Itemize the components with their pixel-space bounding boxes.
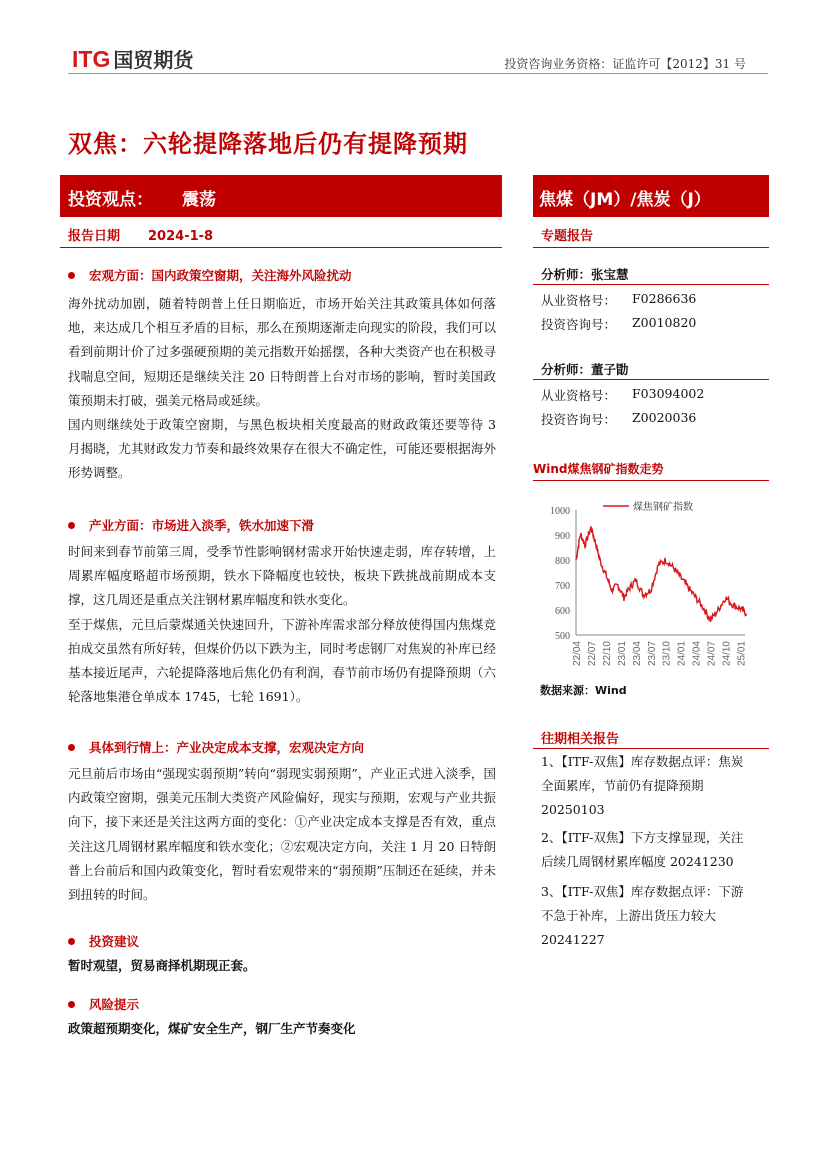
bullet-icon — [68, 938, 75, 945]
analyst-2-heading — [541, 360, 629, 378]
paragraph: 国内则继续处于政策空窗期，与黑色板块相关度最高的财政政策还要等待 3 月揭晓，尤其财政发力节奏和最终效果存在很大不确定性，可能还要根据海外形势调整。 — [68, 417, 496, 481]
x-tick-label: 23/04 — [631, 641, 643, 667]
view-bar — [60, 175, 502, 217]
cert-value: F03094002 — [632, 386, 705, 401]
past-report-item[interactable]: 2、【ITF-双焦】下方支撑显现，关注后续几周钢材累库幅度 20241230 — [541, 830, 744, 869]
x-tick-label: 25/01 — [736, 641, 748, 667]
analyst-label: 分析师： — [541, 267, 592, 282]
chart-source: 数据来源：Wind — [540, 684, 627, 697]
consult-value: Z0010820 — [632, 315, 697, 330]
section-heading-text: 具体到行情上：产业决定成本支撑，宏观决定方向 — [89, 740, 365, 755]
analyst-1-heading — [541, 265, 629, 283]
section-heading-text: 产业方面：市场进入淡季，铁水加速下滑 — [89, 518, 315, 533]
analyst-divider — [533, 284, 769, 285]
chart-title-divider — [533, 480, 769, 481]
section-heading — [68, 995, 496, 1013]
view-value: 震荡 — [182, 190, 216, 210]
bullet-icon — [68, 1001, 75, 1008]
x-tick-label: 24/04 — [691, 641, 703, 667]
x-tick-label: 23/01 — [616, 641, 628, 667]
x-tick-label: 22/04 — [572, 641, 583, 667]
x-tick-label: 23/07 — [646, 641, 658, 667]
y-tick-label: 800 — [555, 556, 570, 567]
x-tick-label: 22/10 — [601, 641, 613, 667]
view-label: 投资观点： — [68, 190, 153, 210]
section-macro — [68, 266, 496, 486]
series-line — [576, 526, 747, 622]
past-report-item[interactable]: 1、【ITF-双焦】库存数据点评：焦炭全面累库，节前仍有提降预期 20250103 — [541, 754, 744, 817]
y-tick-label: 900 — [555, 531, 570, 542]
section-advice — [68, 932, 496, 974]
analyst-2-consult — [541, 410, 761, 428]
x-tick-label: 23/10 — [661, 641, 673, 667]
section-market — [68, 738, 496, 907]
index-chart — [533, 490, 769, 680]
section-heading — [68, 266, 496, 284]
x-tick-label: 24/10 — [721, 641, 733, 667]
report-date — [68, 225, 213, 244]
consult-label: 投资咨询号： — [541, 412, 617, 427]
cert-value: F0286636 — [632, 291, 697, 306]
section-industry — [68, 516, 496, 709]
section-heading — [68, 516, 496, 534]
analyst-label: 分析师： — [541, 362, 592, 377]
analyst-2-cert — [541, 386, 761, 404]
risk-text: 政策超预期变化，煤矿安全生产，钢厂生产节奏变化 — [68, 1021, 356, 1036]
analyst-name: 董子勖 — [591, 362, 629, 377]
product-bar — [533, 175, 769, 217]
consult-label: 投资咨询号： — [541, 317, 617, 332]
y-tick-label: 700 — [555, 581, 570, 592]
section-heading-text: 投资建议 — [89, 934, 140, 949]
license-text: 投资咨询业务资格：证监许可【2012】31 号 — [504, 57, 746, 71]
bullet-icon — [68, 522, 75, 529]
section-heading — [68, 738, 496, 756]
cert-label: 从业资格号： — [541, 388, 617, 403]
analyst-name: 张宝慧 — [591, 267, 629, 282]
chart-title: Wind煤焦钢矿指数走势 — [533, 462, 664, 476]
x-tick-label: 24/01 — [676, 641, 688, 667]
consult-value: Z0020036 — [632, 410, 697, 425]
paragraph: 时间来到春节前第三周，受季节性影响钢材需求开始快速走弱，库存转增，上周累库幅度略超市场预期，铁水下降幅度也较快，板块下跌挑战前期成本支撑，这几周还是重点关注钢材累库幅度和铁水变化。 — [68, 544, 496, 608]
logo-brand: ITG — [72, 46, 111, 72]
legend-label: 煤焦钢矿指数 — [633, 502, 693, 513]
paragraph: 海外扰动加剧，随着特朗普上任日期临近，市场开始关注其政策具体如何落地，来达成几个相互矛盾的目标，那么在预期逐渐走向现实的阶段，我们可以看到前期计价了过多强硬预期的美元指数开始摇摆，各种大类资产也在积极寻找喘息空间，短期还是继续关注 20 日特朗普上台对市场的影响，暂时美国政策预期未打破，强美元格局或延续。 — [68, 296, 496, 408]
past-report-item[interactable]: 3、【ITF-双焦】库存数据点评：下游不急于补库，上游出货压力较大 20241227 — [541, 884, 744, 947]
section-risk — [68, 995, 496, 1037]
past-reports-divider — [533, 748, 769, 749]
bullet-icon — [68, 272, 75, 279]
section-heading-text: 风险提示 — [89, 997, 140, 1012]
page-title: 双焦：六轮提降落地后仍有提降预期 — [68, 130, 468, 158]
report-date-value: 2024-1-8 — [148, 229, 214, 244]
special-report-label: 专题报告 — [541, 229, 594, 244]
analyst-1-cert — [541, 291, 761, 309]
cert-label: 从业资格号： — [541, 293, 617, 308]
advice-text: 暂时观望，贸易商择机期现正套。 — [68, 958, 256, 973]
product-label: 焦煤（JM）/焦炭（J） — [539, 190, 711, 210]
header-divider — [68, 73, 768, 74]
report-date-label: 报告日期 — [68, 229, 121, 244]
x-tick-label: 22/07 — [586, 641, 598, 667]
paragraph: 至于煤焦，元旦后蒙煤通关快速回升，下游补库需求部分释放使得国内焦煤竞拍成交虽然有所好转，但煤价仍以下跌为主，同时考虑钢厂对焦炭的补库已经基本接近尾声，六轮提降落地后焦化仍有利润，春节前市场仍有提降预期（六轮落地集港仓单成本 1745，七轮 1691）。 — [68, 616, 496, 705]
x-tick-label: 24/07 — [706, 641, 718, 667]
logo-company: 国贸期货 — [113, 50, 194, 72]
y-tick-label: 600 — [555, 606, 570, 617]
section-heading-text: 宏观方面：国内政策空窗期，关注海外风险扰动 — [89, 268, 352, 283]
date-divider — [60, 247, 502, 248]
paragraph: 元旦前后市场由“强现实弱预期”转向“弱现实弱预期”，产业正式进入淡季，国内政策空窗期，强美元压制大类资产风险偏好，现实与预期，宏观与产业共振向下，接下来还是关注这两方面的变化：①产业决定成本支撑是否有效，重点关注这几周钢材累库幅度和铁水变化；②宏观决定方向，关注 1 月 20 日特朗普上台前后和国内政策变化，暂时看宏观带来的“弱预期”压制还在延续，并未到扭转的时间。 — [68, 766, 496, 903]
y-tick-label: 500 — [555, 631, 570, 642]
logo — [72, 44, 193, 73]
past-reports-heading: 往期相关报告 — [541, 732, 620, 747]
bullet-icon — [68, 744, 75, 751]
y-tick-label: 1000 — [550, 506, 570, 517]
special-divider — [533, 247, 769, 248]
analyst-1-consult — [541, 315, 761, 333]
analyst-divider — [533, 379, 769, 380]
section-heading — [68, 932, 496, 950]
